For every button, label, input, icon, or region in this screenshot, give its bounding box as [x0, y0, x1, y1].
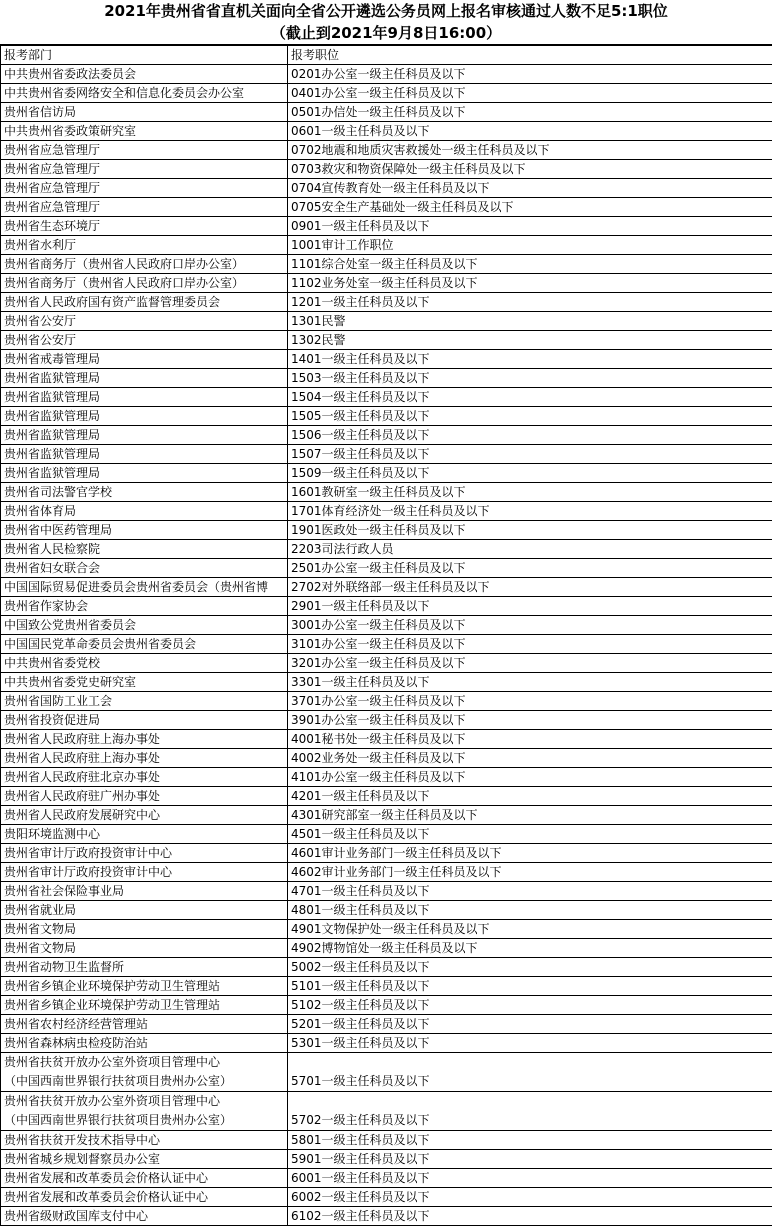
sheet-subtitle: （截止到2021年9月8日16:00） [0, 22, 772, 44]
dept-line-2: （中国西南世界银行扶贫项目贵州办公室） [4, 1072, 287, 1091]
position-cell[interactable]: 3001办公室一级主任科员及以下 [288, 616, 772, 635]
position-cell[interactable]: 1506一级主任科员及以下 [288, 426, 772, 445]
position-cell[interactable]: 1302民警 [288, 331, 772, 350]
position-cell[interactable]: 3201办公室一级主任科员及以下 [288, 654, 772, 673]
position-cell[interactable]: 1001审计工作职位 [288, 236, 772, 255]
position-cell[interactable]: 5901一级主任科员及以下 [288, 1150, 772, 1169]
position-cell[interactable]: 0201办公室一级主任科员及以下 [288, 65, 772, 84]
position-cell[interactable]: 4601审计业务部门一级主任科员及以下 [288, 844, 772, 863]
table-row [1, 160, 772, 179]
position-cell[interactable]: 6001一级主任科员及以下 [288, 1169, 772, 1188]
dept-cell[interactable]: 贵州省发展和改革委员会价格认证中心 [1, 1188, 288, 1207]
table-row [1, 103, 772, 122]
dept-cell[interactable]: 中国国民党革命委员会贵州省委员会 [1, 635, 288, 654]
table-row [1, 1169, 772, 1188]
dept-cell[interactable]: 贵州省城乡规划督察员办公室 [1, 1150, 288, 1169]
position-cell[interactable]: 5201一级主任科员及以下 [288, 1015, 772, 1034]
position-cell[interactable]: 4901文物保护处一级主任科员及以下 [288, 920, 772, 939]
table-row [1, 179, 772, 198]
position-cell[interactable]: 2203司法行政人员 [288, 540, 772, 559]
dept-cell[interactable]: 中共贵州省委网络安全和信息化委员会办公室 [1, 84, 288, 103]
table-row [1, 65, 772, 84]
table-row [1, 882, 772, 901]
dept-cell[interactable]: 贵州省应急管理厅 [1, 179, 288, 198]
position-cell[interactable]: 0501办信处一级主任科员及以下 [288, 103, 772, 122]
dept-cell[interactable]: 中国国际贸易促进委员会贵州省委员会（贵州省博 [1, 578, 288, 597]
position-cell[interactable]: 5301一级主任科员及以下 [288, 1034, 772, 1053]
table-row [1, 635, 772, 654]
position-cell[interactable]: 4501一级主任科员及以下 [288, 825, 772, 844]
position-cell[interactable]: 1701体育经济处一级主任科员及以下 [288, 502, 772, 521]
table-row [1, 768, 772, 787]
table-row [1, 388, 772, 407]
dept-cell[interactable]: 贵阳环境监测中心 [1, 825, 288, 844]
position-cell[interactable]: 0702地震和地质灾害救援处一级主任科员及以下 [288, 141, 772, 160]
dept-cell[interactable]: 中共贵州省委政策研究室 [1, 122, 288, 141]
title-block [0, 0, 772, 45]
table-row [1, 825, 772, 844]
table-row [1, 255, 772, 274]
table-row [1, 920, 772, 939]
position-cell[interactable]: 0601一级主任科员及以下 [288, 122, 772, 141]
dept-cell[interactable]: 贵州省投资促进局 [1, 711, 288, 730]
table-row [1, 616, 772, 635]
dept-cell[interactable]: 中共贵州省委党校 [1, 654, 288, 673]
position-cell[interactable]: 3101办公室一级主任科员及以下 [288, 635, 772, 654]
position-cell[interactable]: 0901一级主任科员及以下 [288, 217, 772, 236]
dept-cell[interactable]: 贵州省人民检察院 [1, 540, 288, 559]
table-row [1, 445, 772, 464]
dept-cell[interactable]: 中共贵州省委政法委员会 [1, 65, 288, 84]
dept-cell[interactable]: 贵州省监狱管理局 [1, 407, 288, 426]
table-row [1, 84, 772, 103]
table-row [1, 483, 772, 502]
position-cell[interactable]: 3901办公室一级主任科员及以下 [288, 711, 772, 730]
table-row [1, 1092, 772, 1131]
table-row [1, 350, 772, 369]
dept-cell[interactable]: 贵州省乡镇企业环境保护劳动卫生管理站 [1, 977, 288, 996]
dept-cell[interactable]: 贵州省司法警官学校 [1, 483, 288, 502]
table-row [1, 958, 772, 977]
dept-cell[interactable] [1, 1053, 288, 1092]
dept-cell[interactable]: 贵州省监狱管理局 [1, 445, 288, 464]
table-row [1, 1015, 772, 1034]
position-cell[interactable]: 4001秘书处一级主任科员及以下 [288, 730, 772, 749]
position-cell[interactable]: 0704宣传教育处一级主任科员及以下 [288, 179, 772, 198]
table-row [1, 939, 772, 958]
table-row [1, 559, 772, 578]
dept-cell[interactable]: 贵州省应急管理厅 [1, 160, 288, 179]
table-row [1, 521, 772, 540]
dept-cell[interactable]: 贵州省人民政府国有资产监督管理委员会 [1, 293, 288, 312]
table-row [1, 901, 772, 920]
position-cell[interactable]: 4602审计业务部门一级主任科员及以下 [288, 863, 772, 882]
position-cell[interactable]: 5801一级主任科员及以下 [288, 1131, 772, 1150]
table-row [1, 977, 772, 996]
dept-cell[interactable]: 贵州省人民政府驻北京办事处 [1, 768, 288, 787]
dept-cell[interactable]: 中国致公党贵州省委员会 [1, 616, 288, 635]
position-cell[interactable]: 1601教研室一级主任科员及以下 [288, 483, 772, 502]
position-cell[interactable]: 1401一级主任科员及以下 [288, 350, 772, 369]
dept-cell[interactable]: 贵州省信访局 [1, 103, 288, 122]
positions-table [0, 45, 772, 1226]
dept-line-2: （中国西南世界银行扶贫项目贵州办公室） [4, 1111, 287, 1130]
table-row [1, 730, 772, 749]
table-row [1, 122, 772, 141]
table-row [1, 312, 772, 331]
table-row [1, 597, 772, 616]
dept-cell[interactable]: 贵州省乡镇企业环境保护劳动卫生管理站 [1, 996, 288, 1015]
dept-cell[interactable]: 贵州省扶贫开发技术指导中心 [1, 1131, 288, 1150]
table-row [1, 673, 772, 692]
table-row [1, 578, 772, 597]
dept-cell[interactable]: 贵州省公安厅 [1, 331, 288, 350]
table-row [1, 407, 772, 426]
dept-cell[interactable]: 贵州省商务厅（贵州省人民政府口岸办公室） [1, 255, 288, 274]
table-row [1, 217, 772, 236]
position-cell[interactable]: 3301一级主任科员及以下 [288, 673, 772, 692]
table-row [1, 293, 772, 312]
dept-cell[interactable]: 贵州省人民政府驻广州办事处 [1, 787, 288, 806]
position-cell[interactable]: 1504一级主任科员及以下 [288, 388, 772, 407]
table-header-row [1, 46, 772, 65]
dept-cell[interactable]: 贵州省人民政府驻上海办事处 [1, 730, 288, 749]
position-cell[interactable]: 0401办公室一级主任科员及以下 [288, 84, 772, 103]
dept-cell[interactable]: 贵州省监狱管理局 [1, 369, 288, 388]
position-cell[interactable]: 4801一级主任科员及以下 [288, 901, 772, 920]
table-row [1, 1053, 772, 1092]
dept-cell[interactable]: 贵州省公安厅 [1, 312, 288, 331]
position-cell[interactable]: 4301研究部室一级主任科员及以下 [288, 806, 772, 825]
table-row [1, 198, 772, 217]
table-row [1, 692, 772, 711]
dept-cell[interactable]: 贵州省监狱管理局 [1, 464, 288, 483]
position-cell[interactable]: 6102一级主任科员及以下 [288, 1207, 772, 1226]
dept-cell[interactable]: 贵州省审计厅政府投资审计中心 [1, 844, 288, 863]
table-row [1, 502, 772, 521]
dept-cell[interactable]: 贵州省发展和改革委员会价格认证中心 [1, 1169, 288, 1188]
header-dept[interactable]: 报考部门 [1, 46, 288, 65]
table-row [1, 654, 772, 673]
position-cell[interactable]: 2501办公室一级主任科员及以下 [288, 559, 772, 578]
dept-cell[interactable]: 贵州省监狱管理局 [1, 388, 288, 407]
table-row [1, 274, 772, 293]
position-cell[interactable]: 5002一级主任科员及以下 [288, 958, 772, 977]
position-cell[interactable]: 1505一级主任科员及以下 [288, 407, 772, 426]
table-row [1, 787, 772, 806]
table-row [1, 996, 772, 1015]
table-row [1, 426, 772, 445]
dept-cell[interactable]: 贵州省文物局 [1, 920, 288, 939]
dept-cell[interactable]: 贵州省文物局 [1, 939, 288, 958]
position-cell[interactable]: 1503一级主任科员及以下 [288, 369, 772, 388]
position-cell[interactable]: 2702对外联络部一级主任科员及以下 [288, 578, 772, 597]
table-row [1, 863, 772, 882]
position-cell[interactable]: 5101一级主任科员及以下 [288, 977, 772, 996]
position-cell[interactable]: 1901医政处一级主任科员及以下 [288, 521, 772, 540]
dept-cell[interactable]: 贵州省应急管理厅 [1, 198, 288, 217]
table-row [1, 806, 772, 825]
position-cell[interactable]: 3701办公室一级主任科员及以下 [288, 692, 772, 711]
dept-cell[interactable]: 贵州省商务厅（贵州省人民政府口岸办公室） [1, 274, 288, 293]
dept-cell[interactable]: 贵州省戒毒管理局 [1, 350, 288, 369]
dept-cell[interactable]: 贵州省审计厅政府投资审计中心 [1, 863, 288, 882]
table-row [1, 1150, 772, 1169]
position-cell[interactable]: 1201一级主任科员及以下 [288, 293, 772, 312]
dept-cell[interactable]: 贵州省应急管理厅 [1, 141, 288, 160]
dept-line-1: 贵州省扶贫开放办公室外资项目管理中心 [4, 1053, 287, 1072]
table-row [1, 464, 772, 483]
position-cell[interactable]: 5702一级主任科员及以下 [288, 1092, 772, 1131]
dept-cell[interactable]: 贵州省社会保险事业局 [1, 882, 288, 901]
table-row [1, 711, 772, 730]
sheet-title: 2021年贵州省省直机关面向全省公开遴选公务员网上报名审核通过人数不足5:1职位 [0, 0, 772, 22]
dept-cell[interactable]: 贵州省水利厅 [1, 236, 288, 255]
dept-cell[interactable]: 贵州省作家协会 [1, 597, 288, 616]
dept-cell[interactable]: 贵州省体育局 [1, 502, 288, 521]
position-cell[interactable]: 1301民警 [288, 312, 772, 331]
position-cell[interactable]: 4701一级主任科员及以下 [288, 882, 772, 901]
position-cell[interactable]: 1102业务处室一级主任科员及以下 [288, 274, 772, 293]
position-cell[interactable]: 5701一级主任科员及以下 [288, 1053, 772, 1092]
table-row [1, 331, 772, 350]
dept-cell[interactable]: 中共贵州省委党史研究室 [1, 673, 288, 692]
table-row [1, 1207, 772, 1226]
position-cell[interactable]: 0705安全生产基础处一级主任科员及以下 [288, 198, 772, 217]
dept-cell[interactable]: 贵州省国防工业工会 [1, 692, 288, 711]
position-cell[interactable]: 2901一级主任科员及以下 [288, 597, 772, 616]
position-cell[interactable]: 5102一级主任科员及以下 [288, 996, 772, 1015]
table-row [1, 369, 772, 388]
position-cell[interactable]: 6002一级主任科员及以下 [288, 1188, 772, 1207]
dept-cell[interactable]: 贵州省森林病虫检疫防治站 [1, 1034, 288, 1053]
dept-cell[interactable]: 贵州省人民政府发展研究中心 [1, 806, 288, 825]
dept-cell[interactable]: 贵州省监狱管理局 [1, 426, 288, 445]
dept-cell[interactable]: 贵州省动物卫生监督所 [1, 958, 288, 977]
dept-cell[interactable]: 贵州省中医药管理局 [1, 521, 288, 540]
dept-cell[interactable] [1, 1092, 288, 1131]
table-row [1, 844, 772, 863]
table-row [1, 236, 772, 255]
table-row [1, 141, 772, 160]
position-cell[interactable]: 4201一级主任科员及以下 [288, 787, 772, 806]
table-row [1, 1131, 772, 1150]
position-cell[interactable]: 4002业务处一级主任科员及以下 [288, 749, 772, 768]
dept-cell[interactable]: 贵州省人民政府驻上海办事处 [1, 749, 288, 768]
position-cell[interactable]: 0703救灾和物资保障处一级主任科员及以下 [288, 160, 772, 179]
dept-cell[interactable]: 贵州省妇女联合会 [1, 559, 288, 578]
dept-cell[interactable]: 贵州省级财政国库支付中心 [1, 1207, 288, 1226]
table-row [1, 540, 772, 559]
table-row [1, 1188, 772, 1207]
dept-cell[interactable]: 贵州省农村经济经营管理站 [1, 1015, 288, 1034]
position-cell[interactable]: 4902博物馆处一级主任科员及以下 [288, 939, 772, 958]
position-cell[interactable]: 4101办公室一级主任科员及以下 [288, 768, 772, 787]
dept-cell[interactable]: 贵州省就业局 [1, 901, 288, 920]
header-position[interactable]: 报考职位 [288, 46, 772, 65]
position-cell[interactable]: 1101综合处室一级主任科员及以下 [288, 255, 772, 274]
dept-line-1: 贵州省扶贫开放办公室外资项目管理中心 [4, 1092, 287, 1111]
table-row [1, 1034, 772, 1053]
position-cell[interactable]: 1507一级主任科员及以下 [288, 445, 772, 464]
position-cell[interactable]: 1509一级主任科员及以下 [288, 464, 772, 483]
table-row [1, 749, 772, 768]
dept-cell[interactable]: 贵州省生态环境厅 [1, 217, 288, 236]
